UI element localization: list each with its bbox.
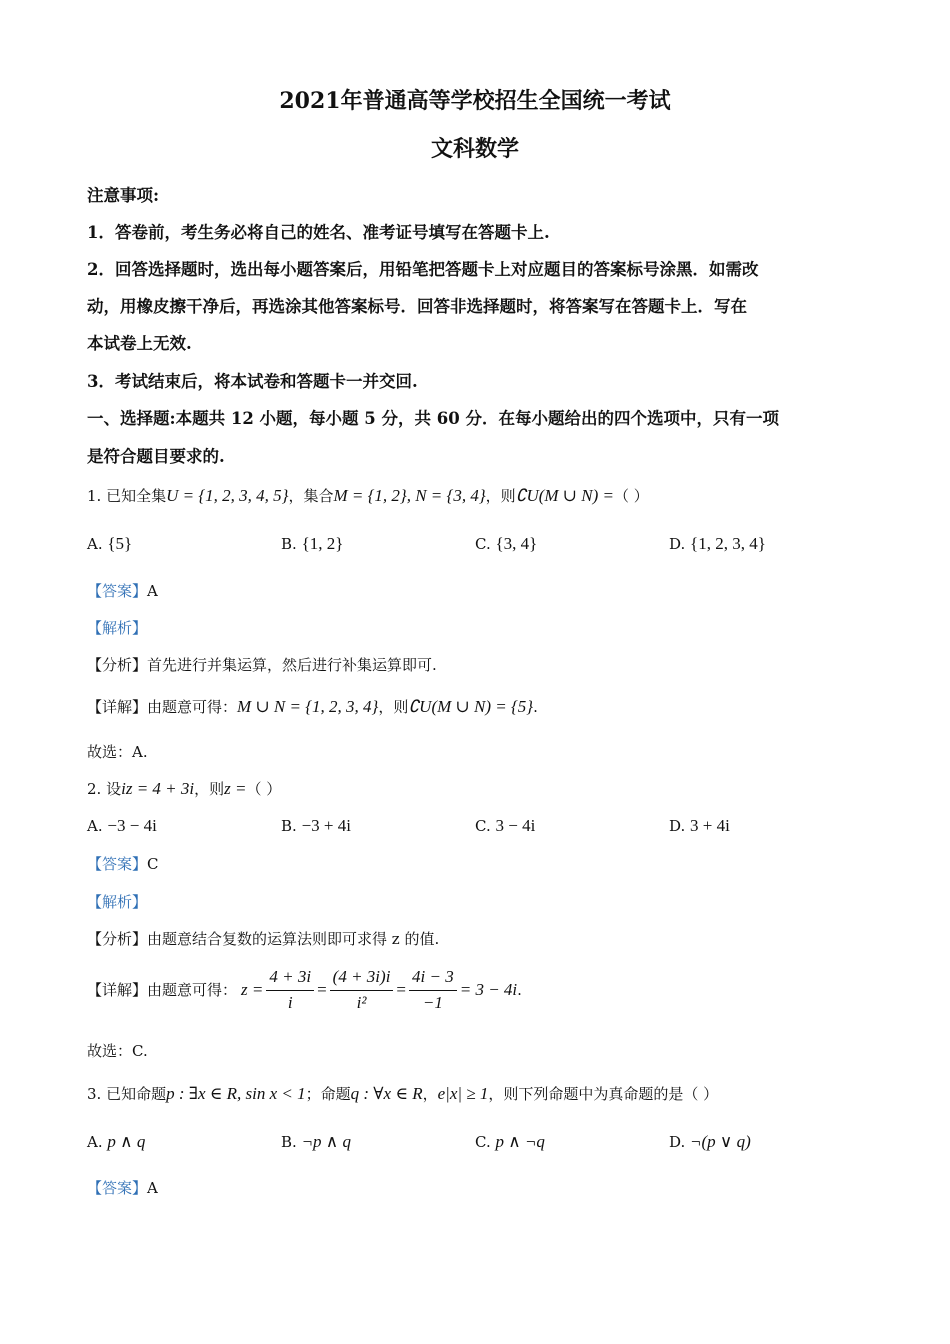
- question-2-stem: 2. 设iz = 4 + 3i，则z =（ ）: [87, 779, 282, 798]
- option-b: B. −3 + 4i: [281, 816, 351, 835]
- fraction: $\frac{4i - 3}{-1}$: [409, 966, 457, 1013]
- stem-text: ，集合: [288, 487, 334, 505]
- fraction: $\frac{4 + 3i}{i}$: [266, 966, 314, 1013]
- notice-item-3: 3．考试结束后，将本试卷和答题卡一并交回.: [87, 372, 418, 391]
- option-d: D. 3 + 4i: [669, 816, 730, 835]
- exam-subtitle: 文科数学: [430, 136, 519, 162]
- answer-line: 【答案】C: [87, 855, 159, 873]
- notice-heading: 注意事项:: [87, 186, 160, 205]
- option-a: A. {5}: [87, 534, 133, 553]
- option-d: D. {1, 2, 3, 4}: [669, 534, 766, 553]
- analysis-tag: 【解析】: [87, 893, 148, 911]
- option-d: D. ¬(p ∨ q): [669, 1132, 751, 1151]
- option-c: C. p ∧ ¬q: [475, 1132, 545, 1151]
- option-b: B. ¬p ∧ q: [281, 1132, 351, 1151]
- xiangjie-line: 【详解】由题意可得：M ∪ N = {1, 2, 3, 4}，则∁U(M ∪ N) = {5}.: [87, 697, 538, 716]
- option-b: B. {1, 2}: [281, 534, 344, 553]
- xiangjie-line: 【详解】 由题意可得： z = $\frac{4 + 3i}{i}$ = $\frac{(4 + 3i)i}{\text{i²}}$ = $\frac{4i - 3}{-1}$ = 3 − 4i .: [87, 967, 522, 1012]
- fenxi-line: 【分析】首先进行并集运算，然后进行补集运算即可.: [87, 656, 437, 674]
- question-number: 2.: [87, 780, 102, 798]
- math-sets-mn: M = {1, 2}, N = {3, 4}: [333, 486, 486, 505]
- fenxi-line: 【分析】由题意结合复数的运算法则即可求得 z 的值.: [87, 930, 440, 948]
- stem-text: 已知全集: [106, 487, 167, 505]
- answer-tag: 【答案】: [87, 582, 148, 600]
- conclusion-line: 故选：A.: [87, 743, 148, 761]
- math-complement-expr: ∁U(M ∪ N) =: [515, 486, 615, 505]
- question-1-stem: [87, 485, 649, 506]
- notice-item-2-line-3: 本试卷上无效.: [87, 334, 192, 353]
- answer-line: [87, 580, 158, 601]
- answer-line: 【答案】A: [87, 1179, 158, 1197]
- answer-paren: （ ）: [614, 487, 649, 505]
- option-a: A. −3 − 4i: [87, 816, 157, 835]
- notice-item-2-line-1: 2．回答选择题时，选出每小题答案后，用铅笔把答题卡上对应题目的答案标号涂黑．如需改: [87, 260, 759, 279]
- option-a: A. p ∧ q: [87, 1132, 146, 1151]
- answer-value: A: [147, 582, 158, 600]
- option-c: C. 3 − 4i: [475, 816, 536, 835]
- option-c: C. {3, 4}: [475, 534, 538, 553]
- math-set-u: U = {1, 2, 3, 4, 5}: [166, 486, 289, 505]
- conclusion-line: 故选：C.: [87, 1042, 148, 1060]
- section-heading-line-2: 是符合题目要求的.: [87, 447, 225, 466]
- fraction: $\frac{(4 + 3i)i}{\text{i²}}$: [330, 966, 394, 1013]
- stem-text: ，则: [485, 487, 516, 505]
- notice-item-2-line-2: 动，用橡皮擦干净后，再选涂其他答案标号．回答非选择题时，将答案写在答题卡上．写在: [87, 297, 747, 316]
- question-number: 3.: [87, 1085, 102, 1103]
- question-3-stem: 3. 已知命题p : ∃x ∈ R, sin x < 1；命题q : ∀x ∈ R，e|x| ≥ 1，则下列命题中为真命题的是（ ）: [87, 1084, 719, 1103]
- notice-item-1: 1．答卷前，考生务必将自己的姓名、准考证号填写在答题卡上.: [87, 223, 550, 242]
- exam-title: 2021年普通高等学校招生全国统一考试: [279, 88, 671, 114]
- analysis-tag: 【解析】: [87, 619, 148, 637]
- section-heading-line-1: 一、选择题:本题共 12 小题，每小题 5 分，共 60 分．在每小题给出的四个选项中，只有一项: [87, 409, 779, 428]
- question-number: 1.: [87, 487, 102, 505]
